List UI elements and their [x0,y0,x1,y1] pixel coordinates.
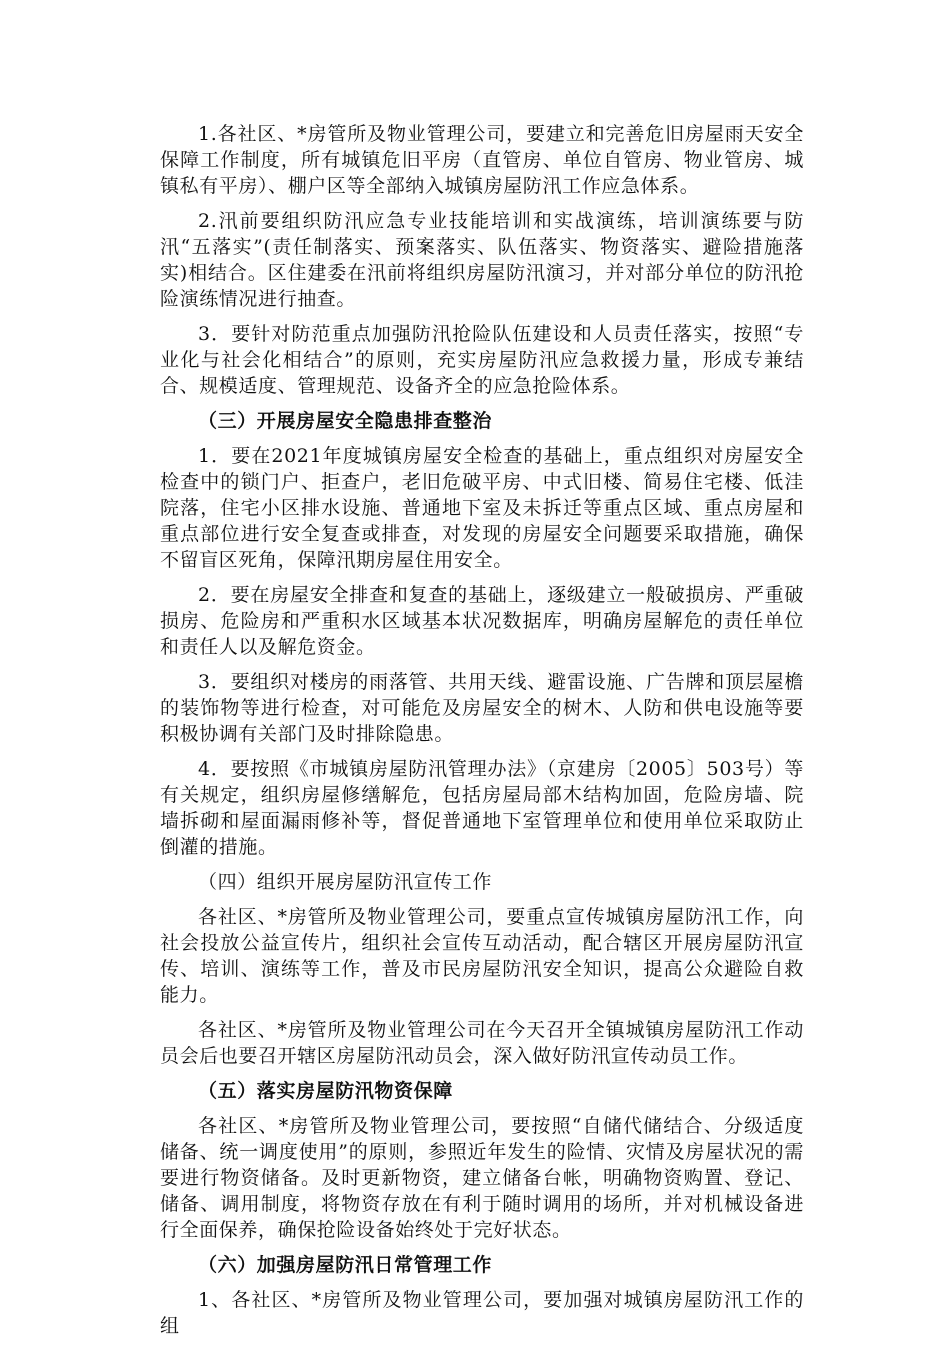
paragraph-publicity-2: 各社区、*房管所及物业管理公司在今天召开全镇城镇房屋防汛工作动员会后也要召开辖区房屋防汛动员会，深入做好防汛宣传动员工作。 [160,1019,804,1067]
paragraph-inspection-4: 4．要按照《市城镇房屋防汛管理办法》（京建房〔2005〕503号）等有关规定，组织房屋修缮解危，包括房屋局部木结构加固，危险房墙、院墙拆砌和屋面漏雨修补等，督促普通地下室管理单位和使用单位采取防止倒灌的措施。 [160,758,804,858]
document-body [160,121,804,1348]
section-heading-6: （六）加强房屋防汛日常管理工作 [198,1254,493,1276]
paragraph-publicity-1: 各社区、*房管所及物业管理公司，要重点宣传城镇房屋防汛工作，向社会投放公益宣传片，组织社会宣传互动活动，配合辖区开展房屋防汛宣传、培训、演练等工作，普及市民房屋防汛安全知识，提高公众避险自救能力。 [160,906,804,1006]
paragraph-item-1: 1.各社区、*房管所及物业管理公司，要建立和完善危旧房屋雨天安全保障工作制度，所有城镇危旧平房（直管房、单位自管房、物业管房、城镇私有平房）、棚户区等全部纳入城镇房屋防汛工作应急体系。 [160,123,804,197]
paragraph-inspection-2: 2．要在房屋安全排查和复查的基础上，逐级建立一般破损房、严重破损房、危险房和严重积水区域基本状况数据库，明确房屋解危的责任单位和责任人以及解危资金。 [160,584,804,658]
section-heading-5: （五）落实房屋防汛物资保障 [198,1080,453,1102]
paragraph-inspection-1: 1．要在2021年度城镇房屋安全检查的基础上，重点组织对房屋安全检查中的锁门户、拒查户，老旧危破平房、中式旧楼、简易住宅楼、低洼院落，住宅小区排水设施、普通地下室及未拆迁等重点区域、重点房屋和重点部位进行安全复查或排查，对发现的房屋安全问题要采取措施，确保不留盲区死角，保障汛期房屋住用安全。 [160,445,804,571]
section-heading-4: （四）组织开展房屋防汛宣传工作 [198,871,493,893]
paragraph-management-1: 1、各社区、*房管所及物业管理公司，要加强对城镇房屋防汛工作的组 [160,1289,804,1337]
paragraph-inspection-3: 3．要组织对楼房的雨落管、共用天线、避雷设施、广告牌和顶层屋檐的装饰物等进行检查，对可能危及房屋安全的树木、人防和供电设施等要积极协调有关部门及时排除隐患。 [160,671,804,745]
section-heading-3: （三）开展房屋安全隐患排查整治 [198,410,493,432]
paragraph-item-3: 3．要针对防范重点加强防汛抢险队伍建设和人员责任落实，按照“专业化与社会化相结合”的原则，充实房屋防汛应急救援力量，形成专兼结合、规模适度、管理规范、设备齐全的应急抢险体系。 [160,323,804,397]
paragraph-supplies: 各社区、*房管所及物业管理公司，要按照“自储代储结合、分级适度储备、统一调度使用”的原则，参照近年发生的险情、灾情及房屋状况的需要进行物资储备。及时更新物资，建立储备台帐，明确物资购置、登记、储备、调用制度，将物资存放在有利于随时调用的场所，并对机械设备进行全面保养，确保抢险设备始终处于完好状态。 [160,1115,804,1241]
paragraph-item-2: 2.汛前要组织防汛应急专业技能培训和实战演练，培训演练要与防汛“五落实”(责任制落实、预案落实、队伍落实、物资落实、避险措施落实)相结合。区住建委在汛前将组织房屋防汛演习，并对部分单位的防汛抢险演练情况进行抽查。 [160,210,804,310]
